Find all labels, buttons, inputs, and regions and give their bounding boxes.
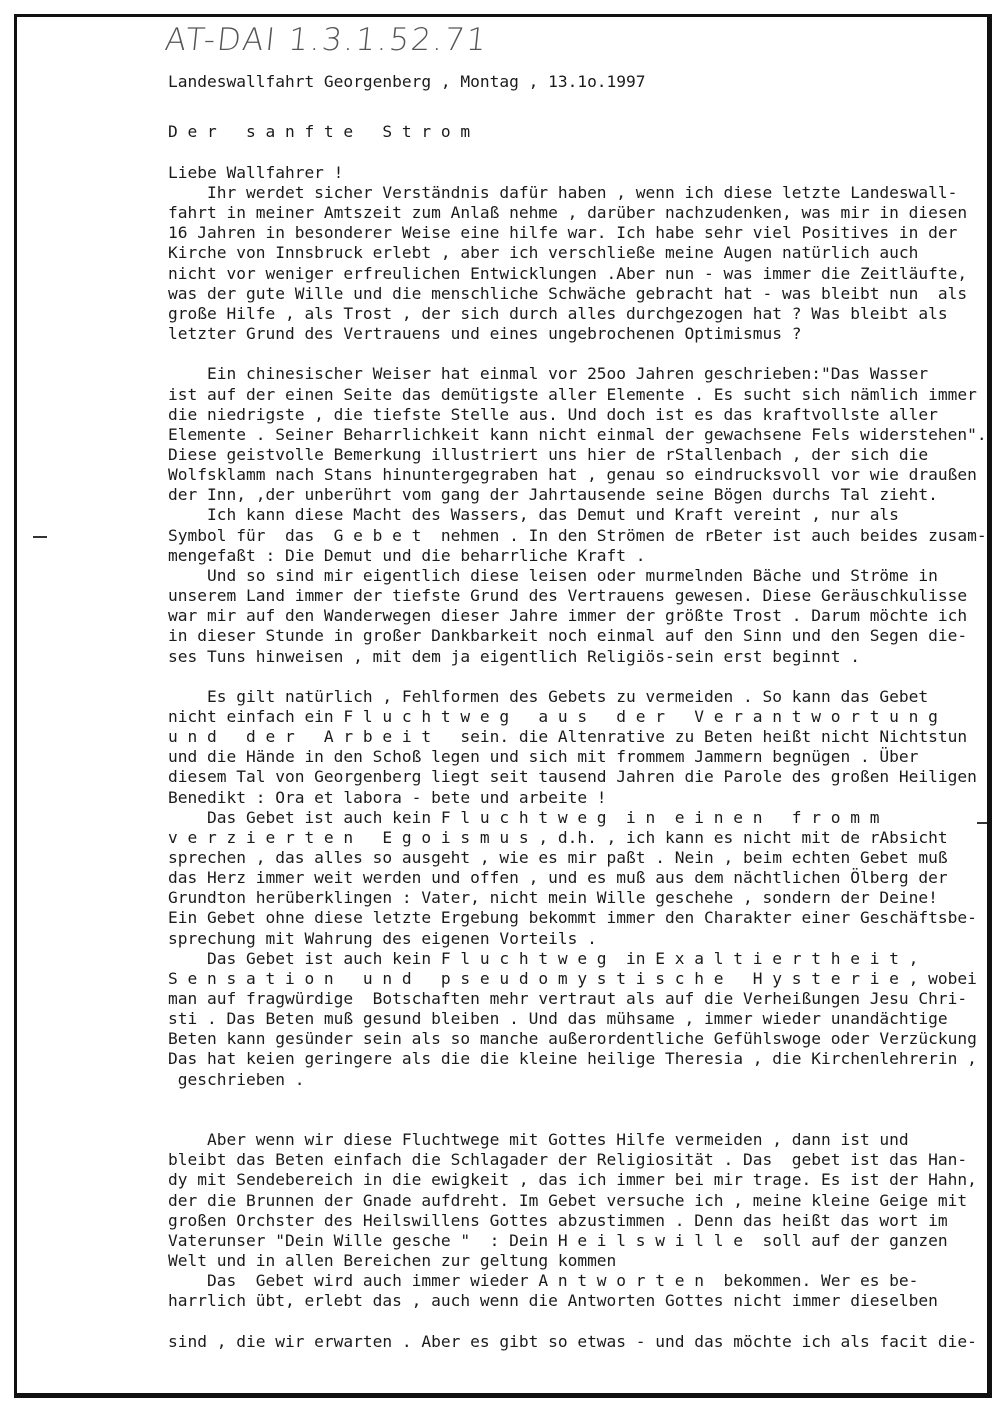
body-line: was der gute Wille und die menschliche Schwäche gebracht hat - was bleibt nun als	[168, 283, 968, 303]
body-line: Aber wenn wir diese Fluchtwege mit Gottes Hilfe vermeiden , dann ist und	[168, 1130, 909, 1149]
body-line: man auf fragwürdige Botschaften mehr vertraut als auf die Verheißungen Jesu Chri-	[168, 989, 968, 1008]
body-line: mengefaßt : Die Demut und die beharrliche Kraft .	[168, 545, 646, 565]
margin-mark	[977, 822, 987, 824]
body-line: letzter Grund des Vertrauens und eines ungebrochenen Optimismus ?	[168, 324, 802, 343]
body-line: sprechung mit Wahrung des eigenen Vorteils .	[168, 928, 597, 948]
body-line: Diese geistvolle Bemerkung illustriert uns hier de rStallenbach , der sich die	[168, 444, 929, 464]
body-line: Ihr werdet sicher Verständnis dafür haben , wenn ich diese letzte Landeswall-	[168, 183, 958, 202]
body-line: Kirche von Innsbruck erlebt , aber ich verschließe meine Augen natürlich auch	[168, 243, 919, 263]
body-line: großen Orchster des Heilswillens Gottes abzustimmen . Denn das heißt das wort im	[168, 1210, 948, 1230]
body-line: unserem Land immer der tiefste Grund des Vertrauens gewesen. Diese Geräuschkulisse	[168, 586, 968, 605]
body-line: Wolfsklamm nach Stans hinuntergegraben hat , genau so eindrucksvoll vor wie draußen	[168, 465, 977, 485]
body-line: nicht einfach ein F l u c h t w e g a u s d e r V e r a n t w o r t u n g	[168, 706, 938, 726]
body-line: Das Gebet wird auch immer wieder A n t w o r t e n bekommen. Wer es be-	[168, 1271, 919, 1291]
body-line: Grundton herüberklingen : Vater, nicht mein Wille geschehe , sondern der Deine!	[168, 888, 938, 908]
body-line: Es gilt natürlich , Fehlformen des Gebets zu vermeiden . So kann das Gebet	[168, 686, 929, 706]
body-line: fahrt in meiner Amtszeit zum Anlaß nehme , darüber nachzudenken, was mir in diesen	[168, 203, 968, 223]
body-line: Ich kann diese Macht des Wassers, das Demut und Kraft vereint , nur als	[168, 505, 899, 525]
sermon-title: D e r s a n f t e S t r o m	[168, 122, 471, 141]
body-line: war mir auf den Wanderwegen dieser Jahre immer der größte Trost . Darum möchte ich	[168, 606, 968, 626]
body-line: diesem Tal von Georgenberg liegt seit tausend Jahren die Parole des großen Heiligen	[168, 767, 977, 787]
body-line: v e r z i e r t e n E g o i s m u s , d.h. , ich kann es nicht mit de rAbsicht	[168, 827, 948, 847]
margin-mark	[33, 536, 47, 538]
body-line: Beten kann gesünder sein als so manche außerordentliche Gefühlswoge oder Verzückung	[168, 1029, 977, 1049]
archive-signature: AT-DAI 1.3.1.52.71	[163, 22, 490, 58]
body-line: sti . Das Beten muß gesund bleiben . Und das mühsame , immer wieder unandächtige	[168, 1009, 948, 1029]
body-line: die niedrigste , die tiefste Stelle aus. Und doch ist es das kraftvollste aller	[168, 404, 938, 424]
body-line: in dieser Stunde in großer Dankbarkeit noch einmal auf den Sinn und den Segen die-	[168, 626, 968, 646]
body-line: Ein Gebet ohne diese letzte Ergebung bekommt immer den Charakter einer Geschäftsbe-	[168, 908, 977, 928]
body-line: und die Hände in den Schoß legen und sich mit frommem Jammern begnügen . Über	[168, 747, 919, 767]
body-line: u n d d e r A r b e i t sein. die Altenrative zu Beten heißt nicht Nichtstun	[168, 727, 968, 746]
body-line: Symbol für das G e b e t nehmen . In den Strömen de rBeter ist auch beides zusam-	[168, 525, 987, 545]
body-line: Elemente . Seiner Beharrlichkeit kann nicht einmal der gewachsene Fels widerstehen".	[168, 424, 987, 444]
body-line: Das Gebet ist auch kein F l u c h t w e g in E x a l t i e r t h e i t ,	[168, 948, 919, 968]
body-line: dy mit Sendebereich in die ewigkeit , das ich immer bei mir trage. Es ist der Hahn,	[168, 1170, 977, 1190]
body-line: Das Gebet ist auch kein F l u c h t w e g i n e i n e n f r o m m	[168, 807, 880, 827]
body-line: ses Tuns hinweisen , mit dem ja eigentlich Religiös-sein erst beginnt .	[168, 646, 860, 666]
header-line: Landeswallfahrt Georgenberg , Montag , 13.1o.1997	[168, 72, 646, 91]
body-line: sprechen , das alles so ausgeht , wie es mir paßt . Nein , beim echten Gebet muß	[168, 847, 948, 867]
body-line: Welt und in allen Bereichen zur geltung kommen	[168, 1250, 617, 1270]
body-line: Vaterunser "Dein Wille gesche " : Dein H e i l s w i l l e soll auf der ganzen	[168, 1230, 948, 1250]
body-line: Und so sind mir eigentlich diese leisen oder murmelnden Bäche und Ströme in	[168, 565, 938, 585]
body-line: der Inn, ,der unberührt vom gang der Jahrtausende seine Bögen durchs Tal zieht.	[168, 485, 938, 505]
body-line: nicht vor weniger erfreulichen Entwicklungen .Aber nun - was immer die Zeitläufte,	[168, 263, 968, 283]
body-line: harrlich übt, erlebt das , auch wenn die Antworten Gottes nicht immer dieselben	[168, 1291, 938, 1311]
body-line: bleibt das Beten einfach die Schlagader der Religiosität . Das gebet ist das Han-	[168, 1150, 968, 1170]
body-line: das Herz immer weit werden und offen , und es muß aus dem nächtlichen Ölberg der	[168, 868, 948, 888]
body-line: ist auf der einen Seite das demütigste aller Elemente . Es sucht sich nämlich immer	[168, 384, 977, 404]
body-line: S e n s a t i o n u n d p s e u d o m y s t i s c h e H y s t e r i e , wobei	[168, 968, 977, 988]
salutation: Liebe Wallfahrer !	[168, 163, 344, 182]
body-line: geschrieben .	[168, 1069, 305, 1089]
body-line: Benedikt : Ora et labora - bete und arbeite !	[168, 787, 607, 807]
body-line: 16 Jahren in besonderer Weise eine hilfe war. Ich habe sehr viel Positives in der	[168, 223, 958, 243]
body-line: große Hilfe , als Trost , der sich durch alles durchgezogen hat ? Was bleibt als	[168, 303, 948, 323]
body-line: Das hat keien geringere als die die kleine heilige Theresia , die Kirchenlehrerin ,	[168, 1049, 977, 1069]
body-line: Ein chinesischer Weiser hat einmal vor 25oo Jahren geschrieben:"Das Wasser	[168, 364, 929, 384]
body-line: sind , die wir erwarten . Aber es gibt so etwas - und das möchte ich als facit die-	[168, 1331, 977, 1351]
body-line: der die Brunnen der Gnade aufdreht. Im Gebet versuche ich , meine kleine Geige mit	[168, 1190, 968, 1210]
